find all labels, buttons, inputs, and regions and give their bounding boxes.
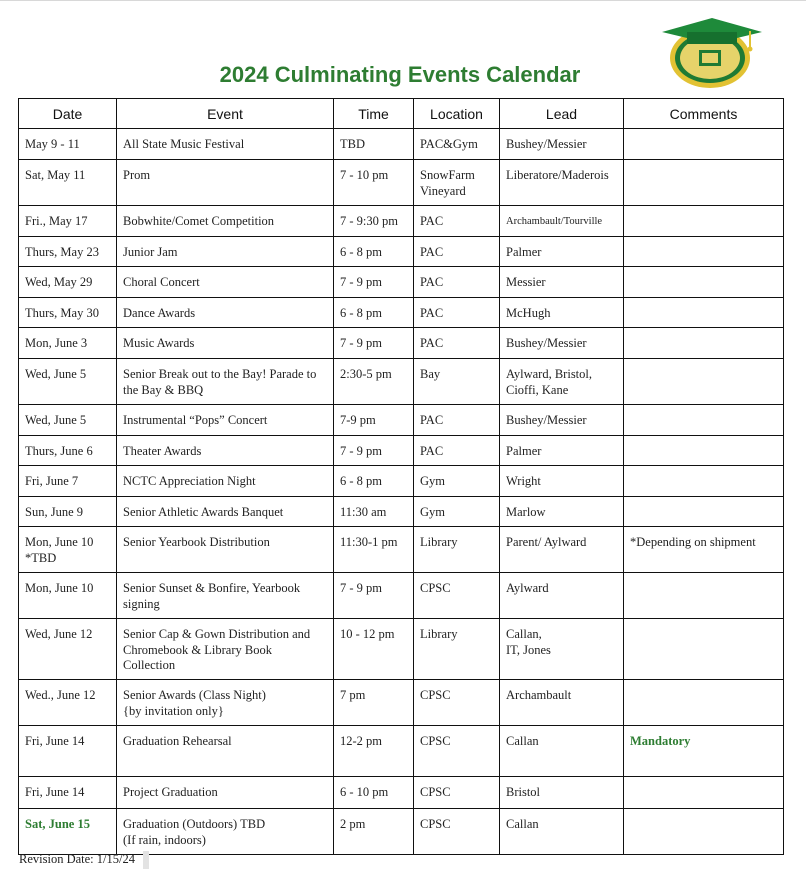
cell-event: Graduation (Outdoors) TBD (If rain, indoors) <box>117 809 334 855</box>
cell-lead: Bristol <box>500 777 624 809</box>
cell-lead: Palmer <box>500 237 624 267</box>
cell-date: Thurs, June 6 <box>19 436 117 466</box>
table-row <box>19 809 784 855</box>
page-title: 2024 Culminating Events Calendar <box>219 62 581 87</box>
table-row <box>19 619 784 680</box>
cell-lead: Messier <box>500 267 624 298</box>
cell-location: CPSC <box>414 809 500 855</box>
cell-time: 7 - 9:30 pm <box>334 206 414 237</box>
cell-time: 7-9 pm <box>334 405 414 436</box>
events-table <box>18 98 784 855</box>
cell-location: Library <box>414 619 500 680</box>
cell-event: Junior Jam <box>117 237 334 267</box>
cell-comments <box>624 206 784 237</box>
cell-location: SnowFarm Vineyard <box>414 160 500 206</box>
cell-event: Choral Concert <box>117 267 334 298</box>
column-header-time: Time <box>334 99 414 129</box>
column-header-location: Location <box>414 99 500 129</box>
cell-location: CPSC <box>414 680 500 726</box>
school-seal-logo <box>657 14 767 90</box>
cell-date: Wed, May 29 <box>19 267 117 298</box>
cell-event: Senior Awards (Class Night) {by invitation only} <box>117 680 334 726</box>
table-row <box>19 436 784 466</box>
cell-time: 6 - 10 pm <box>334 777 414 809</box>
table-row <box>19 160 784 206</box>
cell-time: 12-2 pm <box>334 726 414 777</box>
cell-comments <box>624 267 784 298</box>
cell-time: 11:30 am <box>334 497 414 527</box>
cell-event: Dance Awards <box>117 298 334 328</box>
cell-time: 7 - 10 pm <box>334 160 414 206</box>
cell-event: Senior Sunset & Bonfire, Yearbook signing <box>117 573 334 619</box>
cell-comments <box>624 777 784 809</box>
cell-event: Prom <box>117 160 334 206</box>
cell-time: 6 - 8 pm <box>334 237 414 267</box>
cell-location: PAC&Gym <box>414 129 500 160</box>
cell-comments: Mandatory <box>624 726 784 777</box>
cell-lead: McHugh <box>500 298 624 328</box>
cell-event: Graduation Rehearsal <box>117 726 334 777</box>
column-header-event: Event <box>117 99 334 129</box>
cell-lead: Archambault/Tourville <box>500 206 624 237</box>
footer-cursor-mark <box>143 851 149 869</box>
column-header-lead: Lead <box>500 99 624 129</box>
cell-time: 7 - 9 pm <box>334 267 414 298</box>
cell-lead: Bushey/Messier <box>500 129 624 160</box>
cell-date: Wed, June 12 <box>19 619 117 680</box>
table-row <box>19 359 784 405</box>
cell-date: Sat, June 15 <box>19 809 117 855</box>
cell-date: Sun, June 9 <box>19 497 117 527</box>
cell-date: Fri, June 14 <box>19 777 117 809</box>
cell-lead: Wright <box>500 466 624 497</box>
cell-time: 7 pm <box>334 680 414 726</box>
table-row <box>19 298 784 328</box>
table-row <box>19 573 784 619</box>
cell-comments: *Depending on shipment <box>624 527 784 573</box>
cell-date: Fri., May 17 <box>19 206 117 237</box>
cell-location: PAC <box>414 405 500 436</box>
cell-date: Wed., June 12 <box>19 680 117 726</box>
cell-time: TBD <box>334 129 414 160</box>
cell-event: All State Music Festival <box>117 129 334 160</box>
table-row <box>19 466 784 497</box>
cell-lead: Callan <box>500 809 624 855</box>
table-row <box>19 267 784 298</box>
cell-location: Bay <box>414 359 500 405</box>
cell-lead: Aylward <box>500 573 624 619</box>
cell-comments <box>624 680 784 726</box>
cell-comments <box>624 466 784 497</box>
cell-event: Project Graduation <box>117 777 334 809</box>
cell-date: Fri, June 7 <box>19 466 117 497</box>
cell-lead: Callan <box>500 726 624 777</box>
cell-comments <box>624 359 784 405</box>
cell-date: Fri, June 14 <box>19 726 117 777</box>
cell-time: 7 - 9 pm <box>334 573 414 619</box>
cell-location: PAC <box>414 328 500 359</box>
cell-event: NCTC Appreciation Night <box>117 466 334 497</box>
cell-location: CPSC <box>414 573 500 619</box>
cell-location: Gym <box>414 466 500 497</box>
cell-lead: Callan, IT, Jones <box>500 619 624 680</box>
cell-lead: Bushey/Messier <box>500 405 624 436</box>
cell-date: Thurs, May 23 <box>19 237 117 267</box>
table-row <box>19 405 784 436</box>
top-border <box>0 0 806 1</box>
cell-lead: Parent/ Aylward <box>500 527 624 573</box>
table-row <box>19 726 784 777</box>
cell-time: 2 pm <box>334 809 414 855</box>
cell-lead: Aylward, Bristol, Cioffi, Kane <box>500 359 624 405</box>
cell-date: Mon, June 10 <box>19 573 117 619</box>
cell-location: PAC <box>414 267 500 298</box>
column-header-date: Date <box>19 99 117 129</box>
cell-event: Senior Yearbook Distribution <box>117 527 334 573</box>
cell-date: May 9 - 11 <box>19 129 117 160</box>
cell-comments <box>624 405 784 436</box>
cell-date: Sat, May 11 <box>19 160 117 206</box>
table-row <box>19 206 784 237</box>
table-header-row <box>19 99 784 129</box>
cell-comments <box>624 436 784 466</box>
cell-comments <box>624 298 784 328</box>
table-row <box>19 328 784 359</box>
revision-date: Revision Date: 1/15/24 <box>19 852 135 866</box>
cell-event: Instrumental “Pops” Concert <box>117 405 334 436</box>
cell-time: 6 - 8 pm <box>334 298 414 328</box>
cell-comments <box>624 160 784 206</box>
cell-location: PAC <box>414 298 500 328</box>
cell-comments <box>624 328 784 359</box>
table-body <box>19 129 784 855</box>
cell-comments <box>624 573 784 619</box>
cell-comments <box>624 497 784 527</box>
cell-lead: Archambault <box>500 680 624 726</box>
column-header-comments: Comments <box>624 99 784 129</box>
cell-event: Music Awards <box>117 328 334 359</box>
cell-location: Gym <box>414 497 500 527</box>
cell-date: Mon, June 10 *TBD <box>19 527 117 573</box>
cell-time: 7 - 9 pm <box>334 436 414 466</box>
cell-event: Bobwhite/Comet Competition <box>117 206 334 237</box>
cell-time: 2:30-5 pm <box>334 359 414 405</box>
cell-lead: Marlow <box>500 497 624 527</box>
cell-comments <box>624 237 784 267</box>
cell-lead: Palmer <box>500 436 624 466</box>
table-row <box>19 777 784 809</box>
cell-time: 10 - 12 pm <box>334 619 414 680</box>
cell-location: PAC <box>414 436 500 466</box>
cell-event: Senior Cap & Gown Distribution and Chromebook & Library Book Collection <box>117 619 334 680</box>
cell-lead: Liberatore/Maderois <box>500 160 624 206</box>
cell-lead: Bushey/Messier <box>500 328 624 359</box>
table-row <box>19 129 784 160</box>
cell-event: Senior Break out to the Bay! Parade to the Bay & BBQ <box>117 359 334 405</box>
cell-time: 7 - 9 pm <box>334 328 414 359</box>
cell-time: 11:30-1 pm <box>334 527 414 573</box>
cell-event: Senior Athletic Awards Banquet <box>117 497 334 527</box>
cell-location: Library <box>414 527 500 573</box>
cell-location: CPSC <box>414 726 500 777</box>
table-row <box>19 527 784 573</box>
cell-event: Theater Awards <box>117 436 334 466</box>
table-row <box>19 680 784 726</box>
cell-location: CPSC <box>414 777 500 809</box>
cell-comments <box>624 809 784 855</box>
cell-comments <box>624 129 784 160</box>
cell-location: PAC <box>414 206 500 237</box>
cell-date: Mon, June 3 <box>19 328 117 359</box>
table-row <box>19 497 784 527</box>
cell-comments <box>624 619 784 680</box>
cell-date: Wed, June 5 <box>19 405 117 436</box>
cell-date: Thurs, May 30 <box>19 298 117 328</box>
cell-time: 6 - 8 pm <box>334 466 414 497</box>
cell-location: PAC <box>414 237 500 267</box>
cell-date: Wed, June 5 <box>19 359 117 405</box>
table-row <box>19 237 784 267</box>
